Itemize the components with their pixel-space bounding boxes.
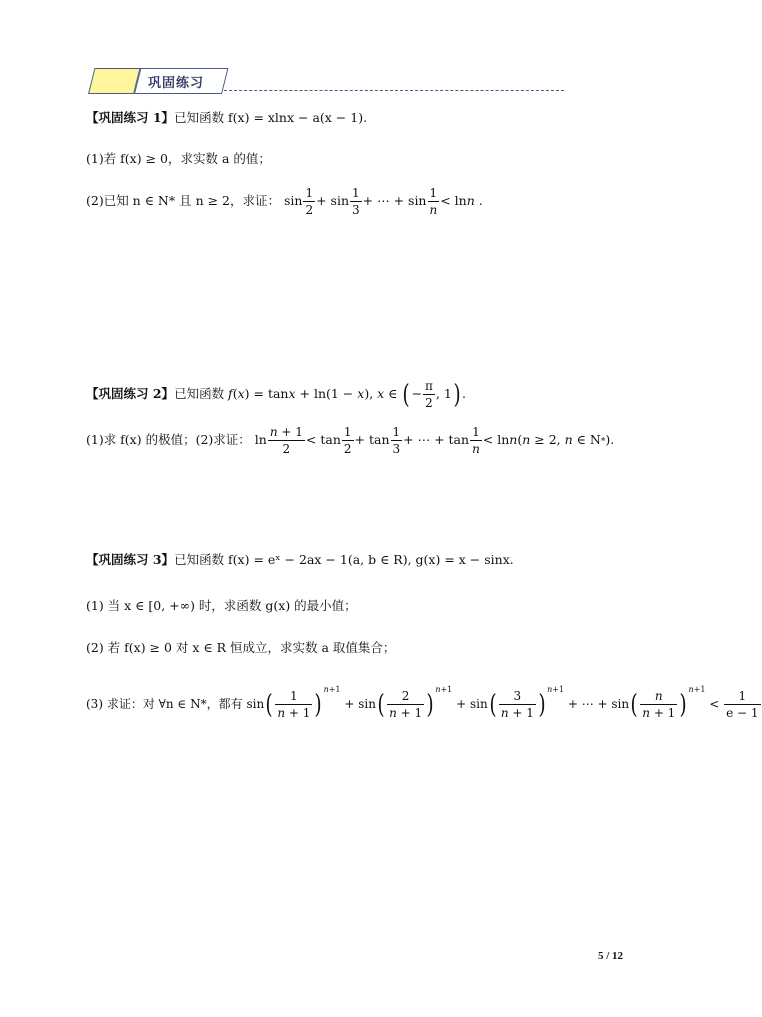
exercise-3-label: 【巩固练习 3】 (86, 552, 175, 567)
section-header-yellow-tab (88, 68, 140, 94)
exercise-2-questions (86, 426, 614, 455)
exercise-2-question-1: (1)求 f(x) 的极值；(2)求证： (86, 432, 251, 447)
exercise-1-stem: 已知函数 f(x) = xlnx − a(x − 1). (174, 110, 368, 125)
exercise-1-label: 【巩固练习 1】 (86, 110, 175, 125)
exercise-3-question-3 (86, 686, 762, 719)
exercise-1-question-2-prefix: (2)已知 n ∈ N* 且 n ≥ 2，求证： (86, 193, 280, 208)
exercise-3-question-3-math: sin( $\frac{1}{n + 1}$ ) $^{n+1}$ + sin( $\frac{2}{n + 1}$ ) $^{n+1}$ + sin( $\frac{3}{n + 1}$ ) $^{n+1}$ + ⋯ + sin( $\frac{n}{n + 1}$ ) $^{n+1}$ < $\frac{1}{e - 1}$ (246, 685, 759, 720)
exercise-2-label: 【巩固练习 2】 (86, 386, 175, 401)
section-header (88, 68, 568, 96)
exercise-2-stem-line: 【巩固练习 2】已知函数 f(x) = tanx + ln(1 − x), x ∈ ( − $\frac{\pi}{2}$ , 1) . (86, 379, 466, 410)
exercise-3-question-1: (1) 当 x ∈ [0, +∞) 时，求函数 g(x) 的最小值； (86, 598, 357, 613)
exercise-3-stem: 已知函数 f(x) = eˣ − 2ax − 1(a, b ∈ R), g(x) = x − sinx. (174, 552, 514, 567)
exercise-2-question-2-math: ln $\frac{n + 1}{2}$ < tan $\frac{1}{2}$ + tan $\frac{1}{3}$ + ⋯ + tan $\frac{1}{n}$ < lnn(n ≥ 2, n ∈ N*). (254, 425, 615, 456)
exercise-1-question-1: (1)若 f(x) ≥ 0，求实数 a 的值； (86, 151, 271, 166)
exercise-3-question-3-prefix: (3) 求证：对 ∀n ∈ N*，都有 (86, 697, 243, 711)
section-header-dashed-rule (224, 90, 564, 91)
exercise-1-stem-line (86, 112, 367, 125)
exercise-1-question-2-math: sin $\frac{1}{2}$ + sin $\frac{1}{3}$ + ⋯ + sin $\frac{1}{n}$ < lnn . (283, 186, 483, 217)
exercise-3-stem-line (86, 554, 514, 567)
exercise-3-question-2: (2) 若 f(x) ≥ 0 对 x ∈ R 恒成立，求实数 a 取值集合； (86, 640, 396, 655)
section-title: 巩固练习 (148, 76, 205, 91)
page-number: 5 / 12 (598, 950, 624, 962)
exercise-1-question-2 (86, 187, 483, 216)
